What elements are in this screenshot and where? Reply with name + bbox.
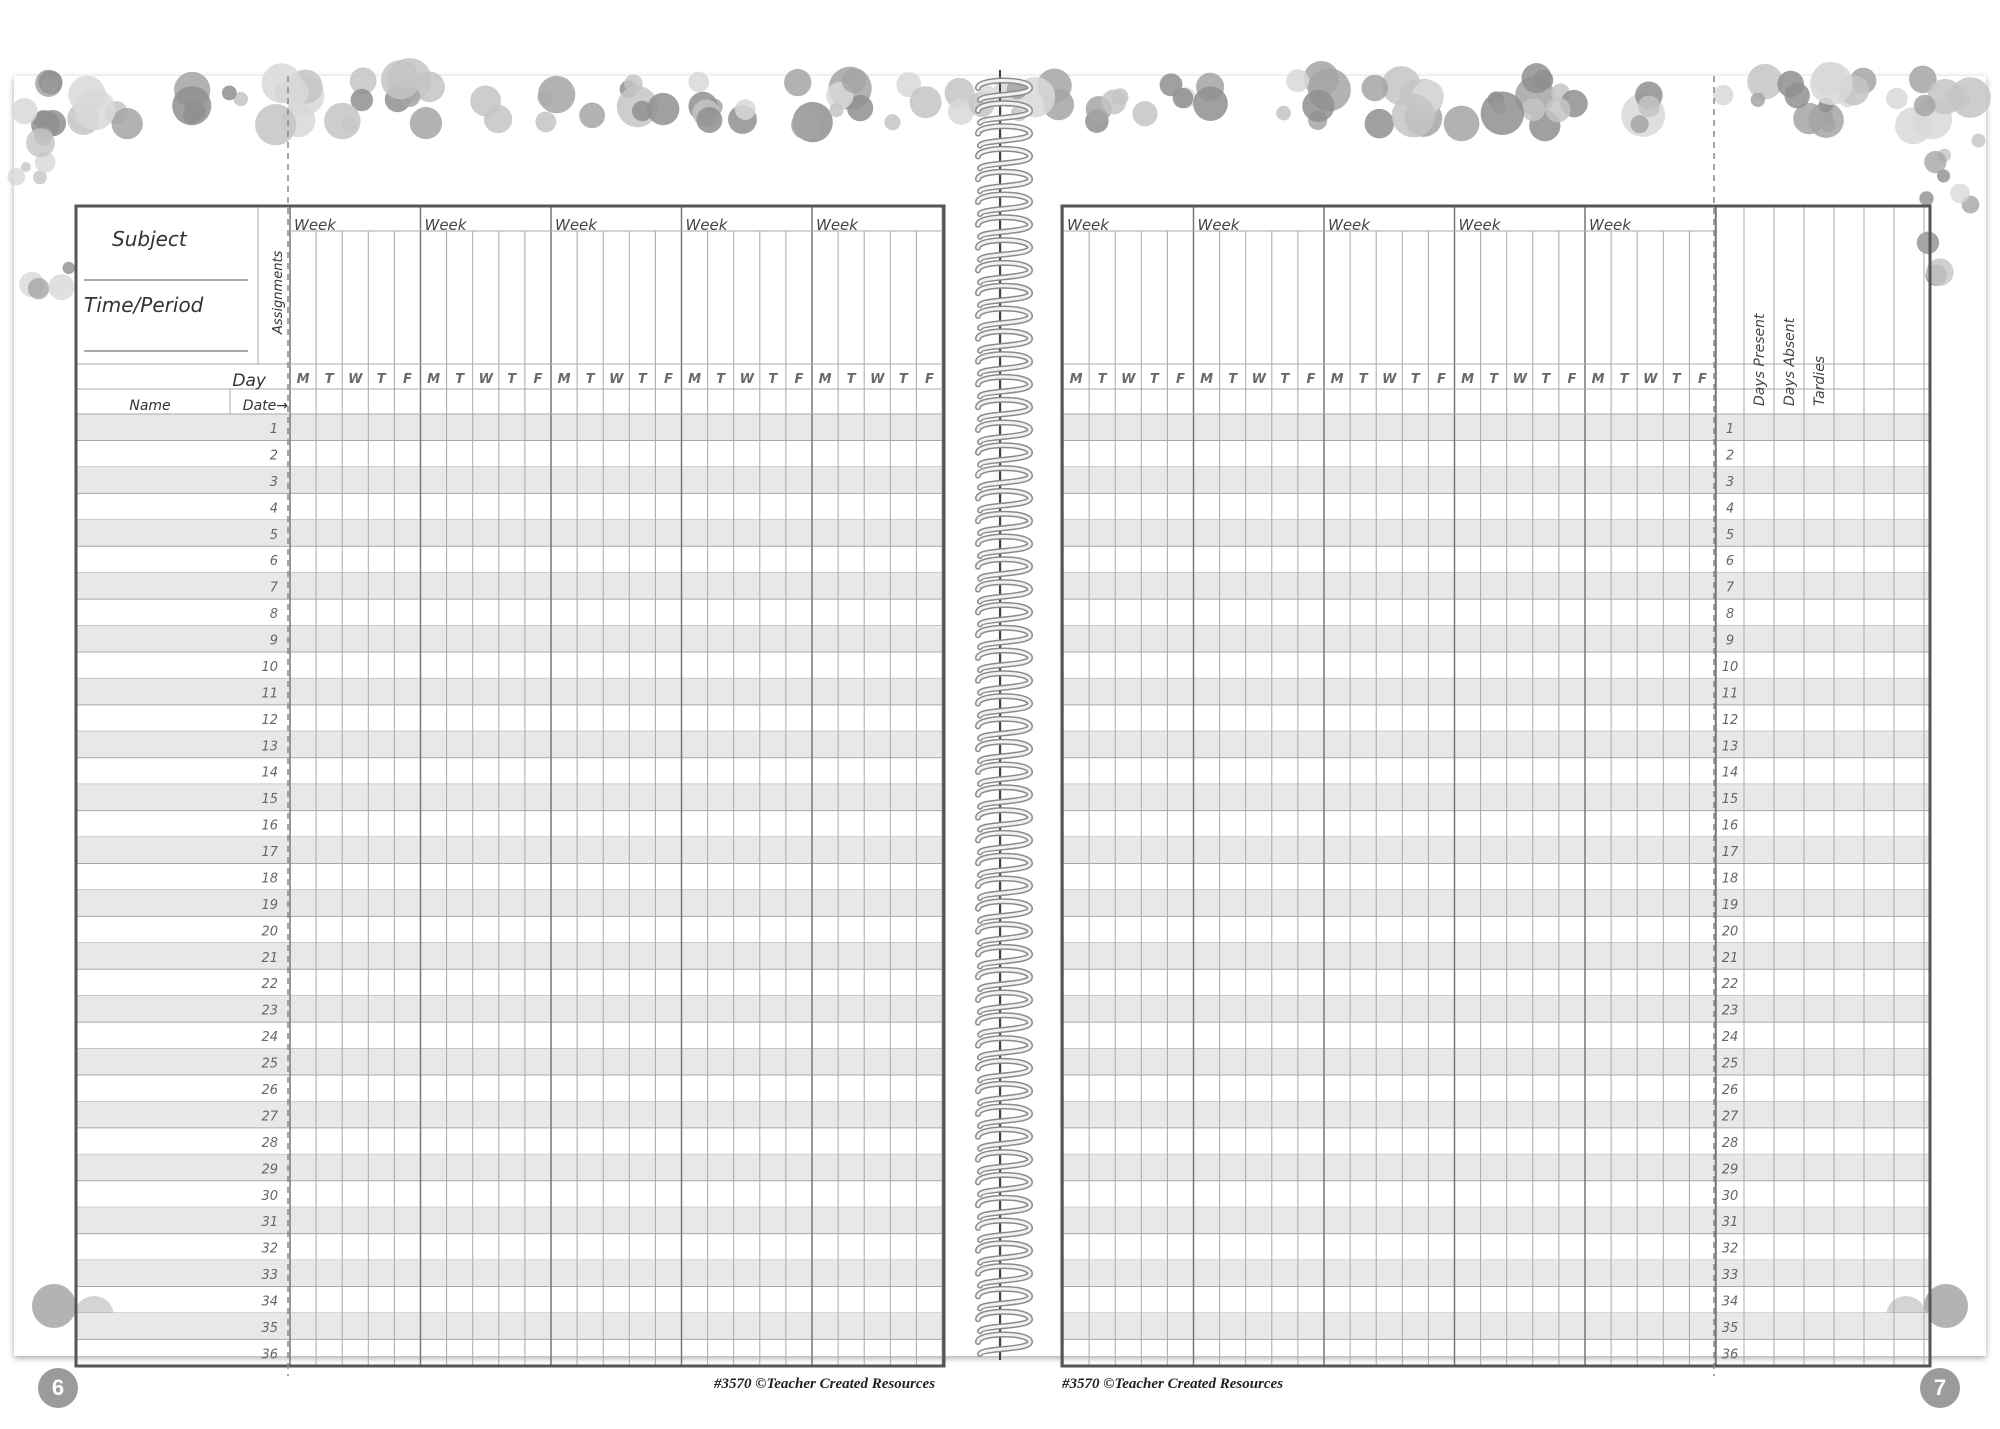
right-week-label-1: Week bbox=[1067, 216, 1109, 234]
row-shade-11 bbox=[76, 678, 944, 704]
row-number-right-33: 33 bbox=[1721, 1268, 1739, 1284]
right-day-4-M: M bbox=[1461, 372, 1475, 387]
row-shade-21 bbox=[1062, 943, 1930, 969]
left-week-label-2: Week bbox=[424, 216, 467, 234]
right-week-label-3: Week bbox=[1328, 216, 1370, 234]
right-week-label-4: Week bbox=[1458, 216, 1501, 234]
row-number-left-27: 27 bbox=[261, 1109, 278, 1125]
left-day-2-T: T bbox=[507, 372, 517, 387]
row-shade-27 bbox=[76, 1101, 944, 1127]
right-page bbox=[1002, 76, 1986, 1400]
row-number-right-12: 12 bbox=[1721, 712, 1739, 728]
summary-header-1: Days Present bbox=[1752, 313, 1768, 406]
row-number-left-22: 22 bbox=[261, 977, 278, 993]
row-number-right-26: 26 bbox=[1721, 1083, 1739, 1098]
row-shade-5 bbox=[76, 520, 944, 546]
row-number-left-34: 34 bbox=[261, 1294, 278, 1310]
row-number-left-9: 9 bbox=[269, 633, 278, 649]
left-day-5-F: F bbox=[925, 372, 934, 387]
left-day-5-W: W bbox=[870, 372, 885, 387]
right-day-5-T: T bbox=[1619, 372, 1629, 387]
time-period-label: Time/Period bbox=[84, 293, 204, 317]
row-shade-1 bbox=[1062, 414, 1930, 440]
row-number-right-4: 4 bbox=[1725, 501, 1735, 517]
row-number-left-17: 17 bbox=[261, 845, 278, 861]
summary-header-3: Tardies bbox=[1812, 355, 1828, 406]
left-day-3-T: T bbox=[637, 372, 647, 387]
row-shade-33 bbox=[1062, 1260, 1930, 1286]
row-number-right-19: 19 bbox=[1721, 897, 1739, 913]
page-number-left: 6 bbox=[38, 1368, 78, 1408]
row-number-right-8: 8 bbox=[1725, 607, 1735, 623]
summary-header-2: Days Absent bbox=[1782, 317, 1798, 406]
row-number-left-10: 10 bbox=[261, 659, 278, 675]
row-number-right-34: 34 bbox=[1721, 1294, 1739, 1310]
left-day-2-F: F bbox=[533, 372, 543, 387]
row-number-left-25: 25 bbox=[261, 1056, 278, 1072]
row-shade-3 bbox=[1062, 467, 1930, 493]
row-number-right-3: 3 bbox=[1725, 474, 1735, 490]
right-gradebook-grid bbox=[1002, 76, 1986, 1376]
right-day-3-M: M bbox=[1330, 372, 1344, 387]
row-shade-7 bbox=[76, 573, 944, 599]
left-week-label-4: Week bbox=[685, 216, 728, 234]
right-day-1-F: F bbox=[1176, 372, 1185, 387]
right-day-1-T: T bbox=[1097, 372, 1107, 387]
row-number-right-21: 21 bbox=[1721, 950, 1739, 966]
left-day-5-T: T bbox=[898, 372, 908, 387]
row-number-left-31: 31 bbox=[261, 1215, 278, 1231]
row-shade-9 bbox=[1062, 626, 1930, 652]
right-day-4-W: W bbox=[1512, 372, 1527, 387]
row-shade-31 bbox=[1062, 1207, 1930, 1233]
row-shade-9 bbox=[76, 626, 944, 652]
row-shade-33 bbox=[76, 1260, 944, 1286]
right-week-label-2: Week bbox=[1197, 216, 1240, 234]
subject-label: Subject bbox=[112, 227, 187, 251]
row-shade-23 bbox=[1062, 996, 1930, 1022]
page-number-right: 7 bbox=[1920, 1368, 1960, 1408]
row-number-left-26: 26 bbox=[261, 1083, 278, 1098]
day-label: Day bbox=[232, 371, 266, 391]
right-day-2-F: F bbox=[1306, 372, 1316, 387]
row-shade-13 bbox=[1062, 731, 1930, 757]
right-day-5-F: F bbox=[1698, 372, 1707, 387]
row-shade-15 bbox=[76, 784, 944, 810]
right-day-3-T: T bbox=[1410, 372, 1420, 387]
row-shade-1 bbox=[76, 414, 944, 440]
left-day-1-W: W bbox=[348, 372, 363, 387]
row-number-right-6: 6 bbox=[1725, 554, 1735, 570]
right-day-4-F: F bbox=[1567, 372, 1577, 387]
left-week-label-3: Week bbox=[555, 216, 597, 234]
row-number-left-1: 1 bbox=[269, 422, 278, 437]
row-shade-3 bbox=[76, 467, 944, 493]
row-shade-7 bbox=[1062, 573, 1930, 599]
row-number-right-24: 24 bbox=[1721, 1030, 1739, 1046]
left-week-label-5: Week bbox=[816, 216, 858, 234]
spiral-binding bbox=[968, 70, 1040, 1360]
left-day-1-M: M bbox=[296, 372, 310, 387]
row-number-left-18: 18 bbox=[261, 871, 278, 887]
row-number-right-30: 30 bbox=[1721, 1188, 1739, 1204]
row-number-right-27: 27 bbox=[1721, 1109, 1739, 1125]
left-day-4-T: T bbox=[716, 372, 726, 387]
row-number-right-17: 17 bbox=[1721, 845, 1739, 861]
row-number-right-10: 10 bbox=[1721, 659, 1739, 675]
footer-left: #3570 ©Teacher Created Resources bbox=[714, 1376, 936, 1392]
row-shade-35 bbox=[76, 1313, 944, 1339]
right-day-3-F: F bbox=[1437, 372, 1446, 387]
row-number-left-16: 16 bbox=[261, 818, 278, 834]
left-day-2-W: W bbox=[478, 372, 493, 387]
row-number-left-24: 24 bbox=[261, 1030, 278, 1046]
right-day-1-T: T bbox=[1149, 372, 1159, 387]
row-number-left-30: 30 bbox=[261, 1188, 278, 1204]
row-number-left-29: 29 bbox=[261, 1162, 278, 1178]
left-day-3-T: T bbox=[585, 372, 595, 387]
left-day-4-W: W bbox=[739, 372, 754, 387]
row-number-right-31: 31 bbox=[1721, 1215, 1739, 1231]
row-number-right-1: 1 bbox=[1725, 422, 1735, 437]
row-shade-13 bbox=[76, 731, 944, 757]
left-day-4-F: F bbox=[794, 372, 804, 387]
row-shade-23 bbox=[76, 996, 944, 1022]
row-number-right-11: 11 bbox=[1721, 686, 1739, 702]
row-number-left-12: 12 bbox=[261, 712, 278, 728]
right-day-5-T: T bbox=[1671, 372, 1681, 387]
left-day-3-F: F bbox=[664, 372, 673, 387]
row-number-left-19: 19 bbox=[261, 897, 278, 913]
row-shade-35 bbox=[1062, 1313, 1930, 1339]
left-day-2-M: M bbox=[427, 372, 441, 387]
row-number-left-20: 20 bbox=[261, 924, 278, 940]
row-shade-31 bbox=[76, 1207, 944, 1233]
right-day-2-T: T bbox=[1228, 372, 1238, 387]
left-page bbox=[14, 76, 1002, 1400]
row-number-right-20: 20 bbox=[1721, 924, 1739, 940]
row-number-right-15: 15 bbox=[1721, 792, 1739, 808]
left-day-2-T: T bbox=[455, 372, 465, 387]
row-shade-29 bbox=[76, 1154, 944, 1180]
left-gradebook-grid bbox=[14, 76, 1002, 1376]
row-number-left-36: 36 bbox=[261, 1347, 278, 1363]
row-number-left-5: 5 bbox=[269, 527, 278, 543]
row-number-left-3: 3 bbox=[269, 474, 278, 490]
left-day-1-T: T bbox=[324, 372, 334, 387]
left-day-1-T: T bbox=[376, 372, 386, 387]
right-week-label-5: Week bbox=[1589, 216, 1631, 234]
row-number-left-28: 28 bbox=[261, 1135, 278, 1151]
name-label: Name bbox=[129, 398, 171, 414]
right-day-3-T: T bbox=[1358, 372, 1368, 387]
row-number-right-2: 2 bbox=[1725, 448, 1735, 464]
row-number-right-23: 23 bbox=[1721, 1003, 1739, 1019]
row-shade-17 bbox=[1062, 837, 1930, 863]
right-day-1-M: M bbox=[1069, 372, 1083, 387]
row-number-right-22: 22 bbox=[1721, 977, 1739, 993]
row-number-right-36: 36 bbox=[1721, 1347, 1739, 1363]
left-day-3-W: W bbox=[609, 372, 624, 387]
left-day-4-M: M bbox=[688, 372, 702, 387]
row-number-left-32: 32 bbox=[261, 1241, 278, 1257]
row-shade-25 bbox=[76, 1049, 944, 1075]
assignments-label: Assignments bbox=[271, 250, 286, 334]
row-number-right-13: 13 bbox=[1721, 739, 1739, 755]
row-number-left-14: 14 bbox=[261, 765, 278, 781]
left-week-label-1: Week bbox=[294, 216, 336, 234]
row-number-left-35: 35 bbox=[261, 1320, 278, 1336]
left-day-4-T: T bbox=[768, 372, 778, 387]
row-shade-21 bbox=[76, 943, 944, 969]
row-number-right-14: 14 bbox=[1721, 765, 1739, 781]
row-number-left-11: 11 bbox=[261, 686, 278, 702]
row-shade-29 bbox=[1062, 1154, 1930, 1180]
row-number-right-25: 25 bbox=[1721, 1056, 1739, 1072]
row-number-left-7: 7 bbox=[269, 580, 278, 596]
row-number-left-21: 21 bbox=[261, 950, 278, 966]
row-number-left-4: 4 bbox=[269, 501, 278, 517]
row-number-left-13: 13 bbox=[261, 739, 278, 755]
left-day-1-F: F bbox=[403, 372, 412, 387]
row-shade-25 bbox=[1062, 1049, 1930, 1075]
right-day-1-W: W bbox=[1121, 372, 1136, 387]
right-day-2-T: T bbox=[1280, 372, 1290, 387]
row-number-left-8: 8 bbox=[269, 607, 278, 623]
right-day-4-T: T bbox=[1489, 372, 1499, 387]
right-day-2-M: M bbox=[1200, 372, 1214, 387]
left-day-5-T: T bbox=[846, 372, 856, 387]
right-day-3-W: W bbox=[1382, 372, 1397, 387]
date-label: Date→ bbox=[242, 398, 288, 414]
left-day-3-M: M bbox=[557, 372, 571, 387]
row-shade-17 bbox=[76, 837, 944, 863]
row-shade-27 bbox=[1062, 1101, 1930, 1127]
row-number-left-2: 2 bbox=[269, 448, 278, 464]
row-number-left-23: 23 bbox=[261, 1003, 278, 1019]
row-number-right-9: 9 bbox=[1725, 633, 1735, 649]
right-day-4-T: T bbox=[1541, 372, 1551, 387]
row-number-right-16: 16 bbox=[1721, 818, 1739, 834]
row-shade-19 bbox=[76, 890, 944, 916]
right-day-5-M: M bbox=[1591, 372, 1605, 387]
row-number-right-28: 28 bbox=[1721, 1135, 1739, 1151]
row-shade-15 bbox=[1062, 784, 1930, 810]
row-number-left-15: 15 bbox=[261, 792, 278, 808]
row-shade-5 bbox=[1062, 520, 1930, 546]
row-number-right-18: 18 bbox=[1721, 871, 1739, 887]
row-number-right-29: 29 bbox=[1721, 1162, 1739, 1178]
right-day-5-W: W bbox=[1643, 372, 1658, 387]
right-day-2-W: W bbox=[1251, 372, 1266, 387]
footer-right: #3570 ©Teacher Created Resources bbox=[1062, 1376, 1284, 1392]
row-shade-19 bbox=[1062, 890, 1930, 916]
row-number-right-35: 35 bbox=[1721, 1320, 1739, 1336]
row-number-right-7: 7 bbox=[1725, 580, 1735, 596]
row-number-left-6: 6 bbox=[269, 554, 278, 570]
row-number-left-33: 33 bbox=[261, 1268, 278, 1284]
row-shade-11 bbox=[1062, 678, 1930, 704]
row-number-right-32: 32 bbox=[1721, 1241, 1739, 1257]
left-day-5-M: M bbox=[818, 372, 832, 387]
row-number-right-5: 5 bbox=[1725, 527, 1735, 543]
